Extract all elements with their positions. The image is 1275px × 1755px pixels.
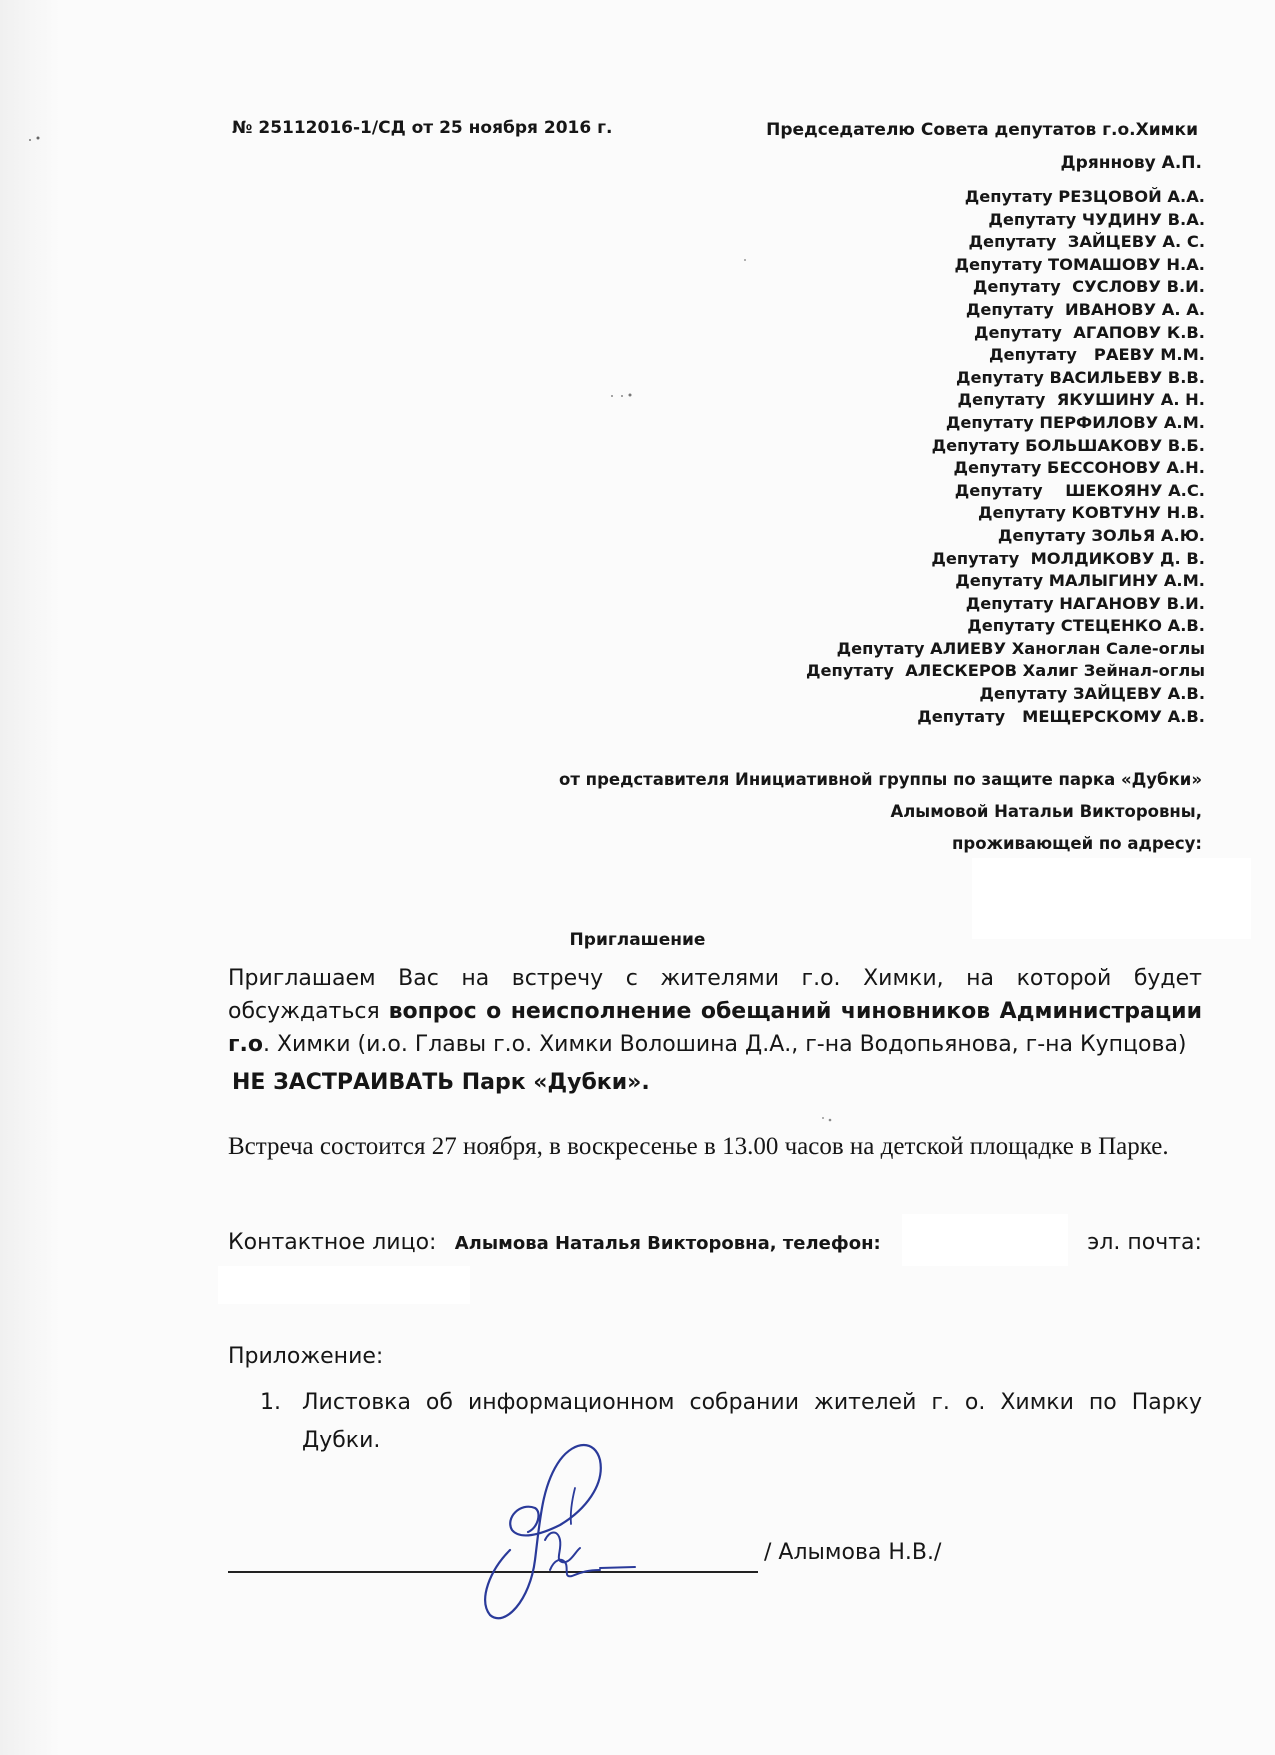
invitation-paragraph <box>228 962 1202 1061</box>
deputy-item: Депутату ВАСИЛЬЕВУ В.В. <box>955 367 1205 387</box>
deputy-item: Депутату МАЛЫГИНУ А.М. <box>955 571 1205 591</box>
deputy-item: Депутату КОВТУНУ Н.В. <box>977 503 1205 523</box>
paragraph-bold-text: вопрос о неисполнение обещаний чиновников Администрации г.о <box>228 999 1202 1057</box>
contact-label: Контактное лицо: <box>228 1230 437 1255</box>
contact-name: Алымова Наталья Викторовна, телефон: <box>454 1233 881 1254</box>
deputy-item: Депутату ШЕКОЯНУ А.С. <box>954 480 1205 500</box>
paragraph-text: Приглашаем Вас на встречу с жителями г.о. Химки, на которой будет обсуждаться <box>228 966 1202 1024</box>
deputy-item: Депутату ПЕРФИЛОВУ А.М. <box>945 412 1205 432</box>
deputy-item: Депутату ИВАНОВУ А. А. <box>965 299 1205 319</box>
deputy-item: Депутату АЛИЕВУ Ханоглан Сале-оглы <box>836 638 1205 658</box>
deputy-item: Депутату НАГАНОВУ В.И. <box>965 593 1205 613</box>
deputies-list <box>806 186 1205 728</box>
signatory-name: / Алымова Н.В./ <box>764 1540 942 1565</box>
deputy-item: Депутату ЗОЛЬЯ А.Ю. <box>997 525 1205 545</box>
deputy-item: Депутату СТЕЦЕНКО А.В. <box>967 616 1205 636</box>
deputy-item: Депутату СУСЛОВУ В.И. <box>972 277 1205 297</box>
attachment-number: 1. <box>260 1390 281 1415</box>
deputy-item: Депутату АГАПОВУ К.В. <box>974 322 1205 342</box>
chairman-addressee: Председателю Совета депутатов г.о.Химки <box>766 120 1198 140</box>
attachment-label: Приложение: <box>228 1344 384 1369</box>
redaction-phone <box>902 1214 1068 1266</box>
email-label: эл. почта: <box>1087 1230 1202 1255</box>
chairman-name: Дряннову А.П. <box>1060 153 1202 173</box>
sender-line: от представителя Инициативной группы по защите парка «Дубки» <box>559 770 1202 789</box>
scan-edge-shadow <box>0 0 60 1755</box>
deputy-item: Депутату АЛЕСКЕРОВ Халиг Зейнал-оглы <box>805 661 1205 681</box>
deputy-item: Депутату ЧУДИНУ В.А. <box>988 209 1205 229</box>
sender-address-label: проживающей по адресу: <box>952 834 1202 853</box>
deputy-item: Депутату ТОМАШОВУ Н.А. <box>954 254 1205 274</box>
reference-number: № 25112016-1/СД от 25 ноября 2016 г. <box>232 118 613 138</box>
attachment-list <box>228 1384 1202 1460</box>
redaction-address <box>972 858 1251 939</box>
document-title: Приглашение <box>569 930 706 950</box>
deputy-item: Депутату ЯКУШИНУ А. Н. <box>957 390 1205 410</box>
deputy-item: Депутату РЕЗЦОВОЙ А.А. <box>964 187 1205 206</box>
deputy-item: Депутату МОЛДИКОВУ Д. В. <box>931 548 1205 568</box>
deputy-item: Депутату РАЕВУ М.М. <box>989 345 1205 365</box>
attachment-item <box>228 1384 1202 1460</box>
paragraph-text: . Химки (и.о. Главы г.о. Химки Волошина Д.А., г-на Водопьянова, г-на Купцова) <box>262 1032 1187 1057</box>
sender-name: Алымовой Натальи Викторовны, <box>890 802 1202 821</box>
deputy-item: Депутату МЕЩЕРСКОМУ А.В. <box>917 706 1205 726</box>
signature-icon <box>450 1430 680 1630</box>
deputy-item: Депутату ЗАЙЦЕВУ А. С. <box>968 232 1205 252</box>
meeting-paragraph: Встреча состоится 27 ноября, в воскресенье в 13.00 часов на детской площадке в Парке. <box>228 1133 1169 1160</box>
deputy-item: Депутату БОЛЬШАКОВУ В.Б. <box>931 435 1205 455</box>
redaction-email <box>218 1266 470 1304</box>
deputy-item: Депутату ЗАЙЦЕВУ А.В. <box>979 684 1205 704</box>
deputy-item: Депутату БЕССОНОВУ А.Н. <box>953 458 1205 478</box>
demand-line: НЕ ЗАСТРАИВАТЬ Парк «Дубки». <box>232 1070 650 1095</box>
attachment-text: Листовка об информационном собрании жителей г. о. Химки по Парку Дубки. <box>302 1390 1202 1453</box>
